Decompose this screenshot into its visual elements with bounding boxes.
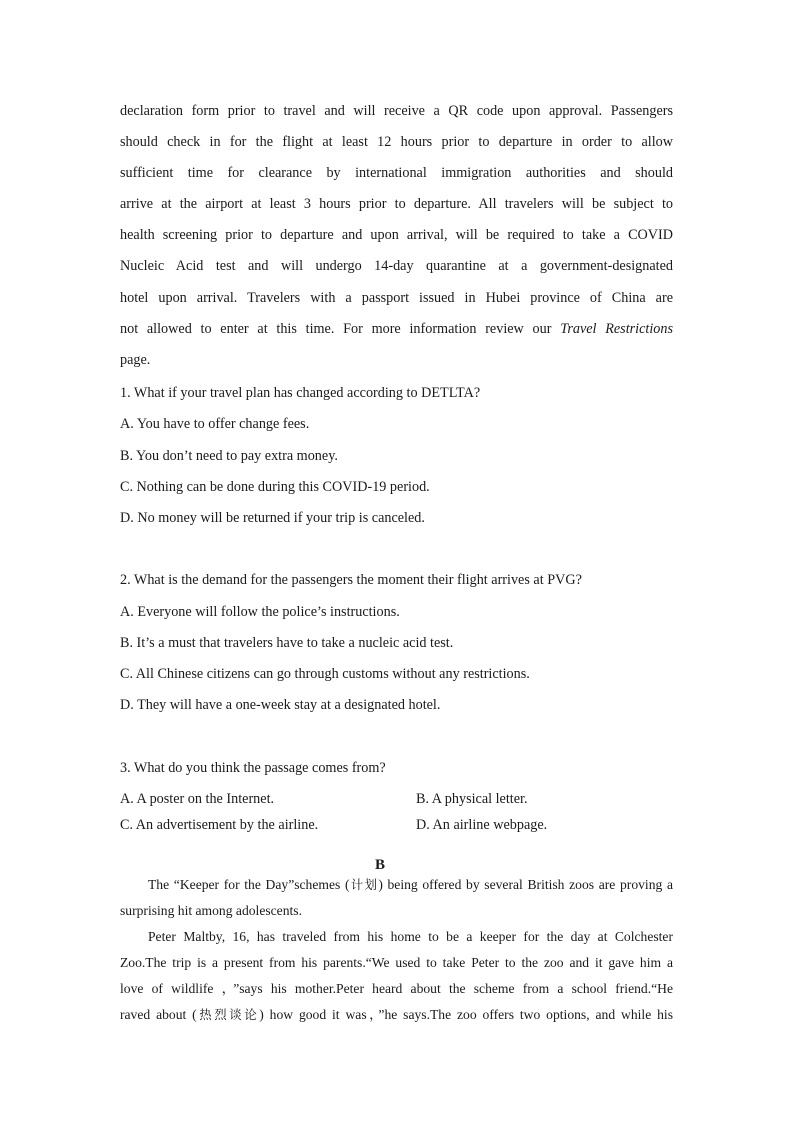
question-2-option-b: B. It’s a must that travelers have to take a nucleic acid test. — [120, 635, 454, 651]
passage-a-line: declaration form prior to travel and will receive a QR code upon approval. Passengers — [120, 103, 673, 119]
passage-b-line — [120, 872, 673, 898]
passage-b-text: ) how good it was，”he says.The zoo offers two options, and while his — [259, 1007, 673, 1022]
passage-a-line8-text: not allowed to enter at this time. For more information review our — [120, 320, 552, 337]
section-b-title: B — [374, 857, 385, 873]
passage-b-line: Zoo.The trip is a present from his parents.“We used to take Peter to the zoo and it gave him a — [120, 955, 673, 970]
passage-b — [120, 872, 673, 1028]
question-3-option-a: A. A poster on the Internet. — [120, 791, 275, 807]
question-1-stem: 1. What if your travel plan has changed according to DETLTA? — [120, 385, 481, 401]
passage-b-text: The “Keeper for the Day”schemes ( — [148, 877, 350, 892]
question-3-option-b: B. A physical letter. — [416, 791, 528, 807]
passage-b-line: surprising hit among adolescents. — [120, 903, 302, 918]
question-1-option-b: B. You don’t need to pay extra money. — [120, 448, 338, 464]
question-3-option-c: C. An advertisement by the airline. — [120, 817, 319, 833]
passage-a-line: arrive at the airport at least 3 hours prior to departure. All travelers will be subject to — [120, 196, 673, 213]
question-1-option-a: A. You have to offer change fees. — [120, 416, 310, 432]
passage-b-text: ) being offered by several British zoos are proving a — [378, 877, 673, 892]
passage-a-line: hotel upon arrival. Travelers with a passport issued in Hubei province of China are — [120, 289, 673, 306]
passage-b-line — [120, 1002, 673, 1028]
passage-b-line: love of wildlife ，”says his mother.Peter heard about the scheme from a school friend.“He — [120, 981, 673, 996]
question-1-option-c: C. Nothing can be done during this COVID-19 period. — [120, 479, 430, 495]
passage-a — [120, 96, 673, 376]
question-2-stem: 2. What is the demand for the passengers the moment their flight arrives at PVG? — [120, 572, 582, 588]
passage-a-line: page. — [120, 351, 151, 368]
question-3-stem: 3. What do you think the passage comes from? — [120, 760, 386, 776]
passage-a-line: sufficient time for clearance by international immigration authorities and should — [120, 165, 673, 182]
passage-b-cjk-gloss: 热烈谈论 — [196, 1007, 260, 1022]
passage-b-line: Peter Maltby, 16, has traveled from his home to be a keeper for the day at Colchester — [148, 929, 673, 944]
passage-b-cjk-gloss: 计划 — [349, 877, 379, 892]
question-2-option-c: C. All Chinese citizens can go through customs without any restrictions. — [120, 666, 530, 682]
question-1-option-d: D. No money will be returned if your trip is canceled. — [120, 510, 425, 526]
passage-b-text: raved about ( — [120, 1007, 197, 1022]
passage-a-line — [120, 314, 673, 345]
question-3-option-d: D. An airline webpage. — [416, 817, 548, 833]
passage-a-line: should check in for the flight at least 12 hours prior to departure in order to allow — [120, 134, 673, 151]
question-2-option-d: D. They will have a one-week stay at a designated hotel. — [120, 697, 441, 713]
travel-restrictions-link-text: Travel Restrictions — [560, 320, 673, 337]
passage-a-line: health screening prior to departure and upon arrival, will be required to take a COVID — [120, 227, 673, 244]
question-2-option-a: A. Everyone will follow the police’s instructions. — [120, 604, 400, 620]
passage-a-line: Nucleic Acid test and will undergo 14-day quarantine at a government-designated — [120, 258, 673, 275]
